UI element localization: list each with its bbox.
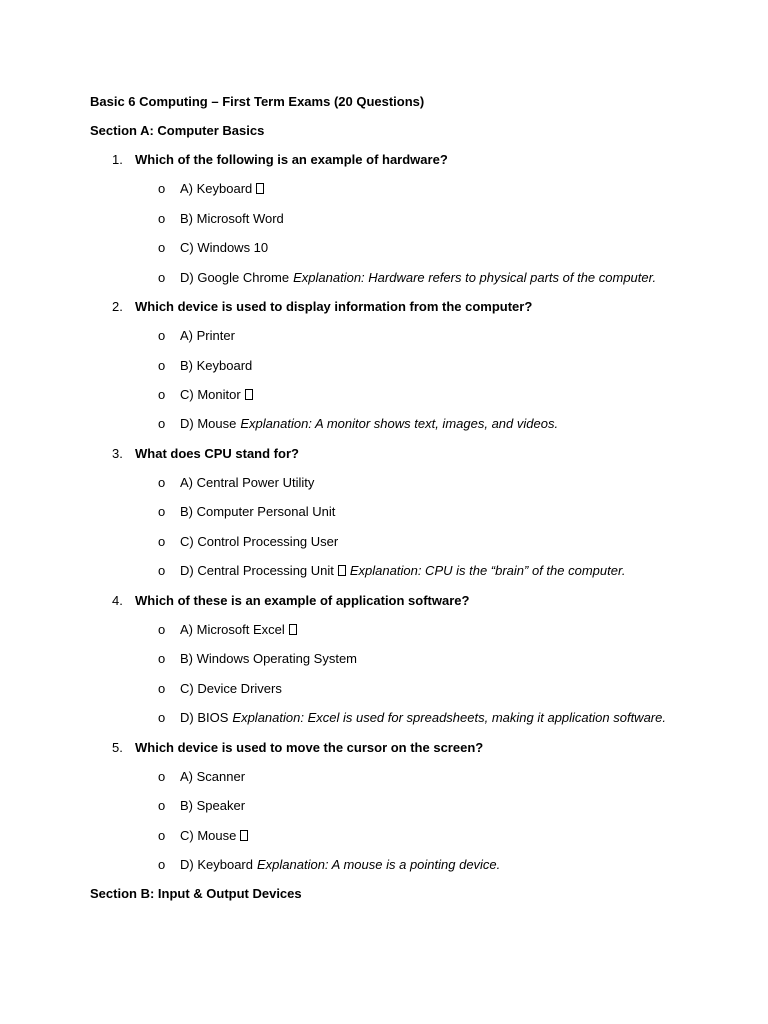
answer-mark-icon (338, 565, 346, 576)
option-bullet: o (158, 622, 166, 637)
option-bullet: o (158, 534, 166, 549)
option-bullet: o (158, 270, 166, 285)
question-number: 3. (112, 446, 123, 461)
question-text: What does CPU stand for? (135, 446, 299, 461)
section-a-heading: Section A: Computer Basics (90, 123, 265, 138)
option-bullet: o (158, 358, 166, 373)
option-bullet: o (158, 710, 166, 725)
option-text: D) Keyboard (180, 857, 253, 872)
option-bullet: o (158, 328, 166, 343)
option-text: C) Control Processing User (180, 534, 339, 549)
option-text: C) Device Drivers (180, 681, 282, 696)
option-text: D) Central Processing Unit (180, 563, 334, 578)
option-bullet: o (158, 211, 166, 226)
option-bullet: o (158, 416, 166, 431)
option-bullet: o (158, 240, 166, 255)
answer-mark-icon (240, 830, 248, 841)
option-bullet: o (158, 475, 166, 490)
question-number: 5. (112, 740, 123, 755)
option-item (180, 857, 500, 873)
section-b-heading: Section B: Input & Output Devices (90, 886, 302, 901)
option-bullet: o (158, 681, 166, 696)
option-bullet: o (158, 563, 166, 578)
option-text: D) Google Chrome (180, 270, 290, 285)
question-text: Which device is used to display information from the computer? (135, 299, 533, 314)
option-text: B) Computer Personal Unit (180, 504, 336, 519)
option-item (180, 387, 253, 403)
option-item (180, 504, 335, 520)
option-item (180, 534, 338, 550)
option-item (180, 475, 314, 491)
option-item (180, 563, 625, 579)
option-item (180, 416, 558, 432)
option-item (180, 211, 284, 227)
option-item (180, 681, 282, 697)
option-item (180, 769, 245, 785)
option-item (180, 710, 666, 726)
option-item (180, 240, 268, 256)
option-bullet: o (158, 387, 166, 402)
option-text: A) Microsoft Excel (180, 622, 285, 637)
option-item (180, 828, 248, 844)
option-explanation: Explanation: CPU is the “brain” of the computer. (349, 563, 626, 578)
option-text: B) Microsoft Word (180, 211, 284, 226)
option-item (180, 651, 357, 667)
option-bullet: o (158, 769, 166, 784)
question-number: 2. (112, 299, 123, 314)
option-text: A) Printer (180, 328, 235, 343)
option-text: C) Mouse (180, 828, 237, 843)
option-explanation: Explanation: Hardware refers to physical parts of the computer. (293, 270, 657, 285)
option-text: C) Windows 10 (180, 240, 269, 255)
option-bullet: o (158, 181, 166, 196)
option-bullet: o (158, 504, 166, 519)
option-bullet: o (158, 828, 166, 843)
question-number: 4. (112, 593, 123, 608)
question-text: Which of these is an example of application software? (135, 593, 470, 608)
option-bullet: o (158, 798, 166, 813)
option-item (180, 798, 245, 814)
option-explanation: Explanation: Excel is used for spreadsheets, making it application software. (232, 710, 666, 725)
option-text: A) Scanner (180, 769, 246, 784)
option-bullet: o (158, 857, 166, 872)
option-text: B) Windows Operating System (180, 651, 358, 666)
option-item (180, 328, 235, 344)
option-explanation: Explanation: A mouse is a pointing device. (256, 857, 501, 872)
option-item (180, 622, 297, 638)
option-bullet: o (158, 651, 166, 666)
option-text: D) BIOS (180, 710, 229, 725)
option-text: A) Central Power Utility (180, 475, 315, 490)
option-text: D) Mouse (180, 416, 237, 431)
option-item (180, 358, 252, 374)
answer-mark-icon (289, 624, 297, 635)
answer-mark-icon (245, 389, 253, 400)
option-explanation: Explanation: A monitor shows text, images, and videos. (240, 416, 559, 431)
document-title: Basic 6 Computing – First Term Exams (20 Questions) (90, 94, 425, 109)
answer-mark-icon (256, 183, 264, 194)
option-text: A) Keyboard (180, 181, 253, 196)
option-item (180, 181, 264, 197)
option-text: C) Monitor (180, 387, 241, 402)
question-text: Which of the following is an example of hardware? (135, 152, 448, 167)
option-item (180, 270, 656, 286)
question-number: 1. (112, 152, 123, 167)
option-text: B) Speaker (180, 798, 246, 813)
option-text: B) Keyboard (180, 358, 253, 373)
question-text: Which device is used to move the cursor on the screen? (135, 740, 484, 755)
